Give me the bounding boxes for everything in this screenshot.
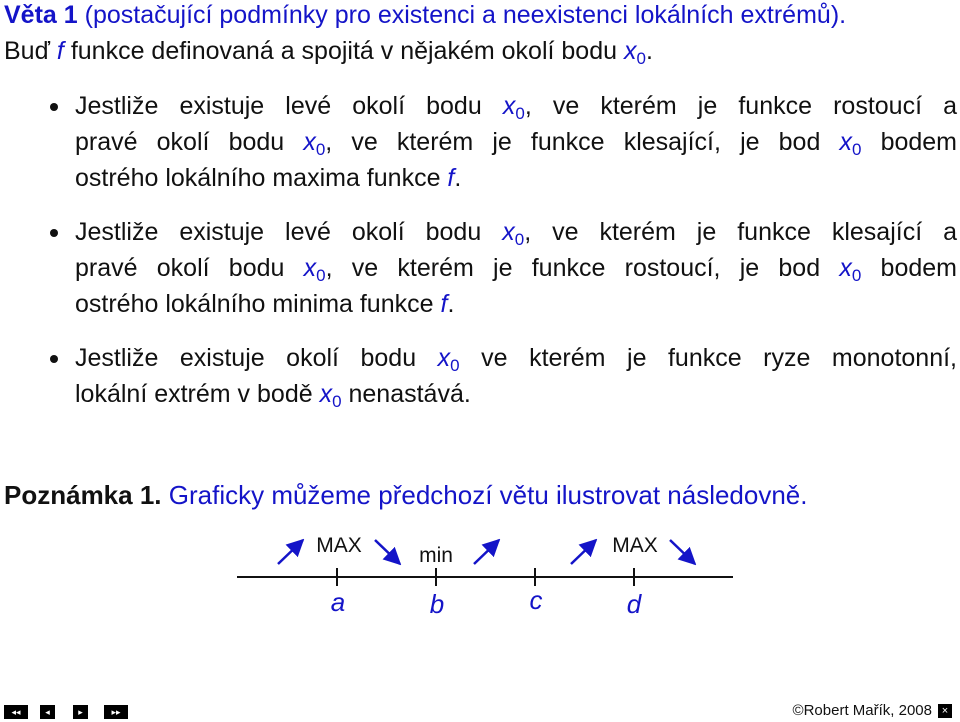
point-d: d	[626, 589, 642, 619]
bullet-icon	[50, 355, 58, 363]
bullet-icon	[50, 103, 58, 111]
theorem-label: Věta 1	[4, 1, 78, 29]
theorem-title: (postačující podmínky pro existenci a neexistenci lokálních extrémů).	[84, 1, 847, 29]
prev-page-button[interactable]: ◂	[40, 705, 55, 719]
decreasing-arrow-icon	[375, 540, 400, 564]
point-b: b	[429, 589, 445, 619]
decreasing-arrow-icon	[670, 540, 695, 564]
increasing-arrow-icon	[474, 540, 499, 564]
increasing-arrow-icon	[278, 540, 303, 564]
bullet-line: Jestliže existuje levé okolí bodu $x_0$, ve kterém je funkce klesající a	[75, 218, 958, 249]
first-page-button[interactable]: ◂◂	[4, 705, 28, 719]
next-page-button[interactable]: ▸	[73, 705, 88, 719]
label-max-1: MAX	[316, 534, 362, 557]
point-c: c	[529, 585, 543, 615]
bullet-line: ostrého lokálního minima funkce f.	[75, 290, 455, 318]
function-symbol: f	[56, 37, 64, 65]
theorem-heading	[4, 0, 846, 32]
bullet-item-monotone	[75, 340, 957, 412]
copyright-text: ©Robert Mařík, 2008	[792, 702, 932, 719]
label-min: min	[419, 544, 453, 567]
extremum-diagram	[0, 520, 960, 630]
bullet-line: pravé okolí bodu $x_0$, ve kterém je funkce rostoucí, je bod $x_0$ bodem	[75, 254, 957, 285]
footer-nav	[0, 700, 960, 722]
bullet-item-maximum	[75, 88, 957, 196]
bullet-line: Jestliže existuje okolí bodu $x_0$ ve kterém je funkce ryze monotonní,	[75, 344, 958, 375]
remark-text: Graficky můžeme předchozí větu ilustrovat následovně.	[168, 480, 808, 510]
close-button[interactable]: ×	[938, 704, 952, 718]
bullet-line: Jestliže existuje levé okolí bodu $x_0$, ve kterém je funkce rostoucí a	[75, 92, 957, 123]
point-a: a	[330, 587, 346, 617]
point-symbol: $x_0$	[623, 37, 646, 68]
increasing-arrow-icon	[571, 540, 596, 564]
remark	[4, 478, 808, 512]
bullet-line: ostrého lokálního maxima funkce f.	[75, 164, 462, 192]
bullet-icon	[50, 229, 58, 237]
theorem-intro: Buď f funkce definovaná a spojitá v nějakém okolí bodu $x_0$.	[4, 37, 653, 68]
bullet-line: pravé okolí bodu $x_0$, ve kterém je funkce klesající, je bod $x_0$ bodem	[75, 128, 958, 159]
label-max-2: MAX	[612, 534, 658, 557]
bullet-line: lokální extrém v bodě $x_0$ nenastává.	[75, 380, 471, 411]
last-page-button[interactable]: ▸▸	[104, 705, 128, 719]
bullet-item-minimum	[75, 214, 957, 322]
remark-label: Poznámka 1.	[4, 480, 162, 510]
